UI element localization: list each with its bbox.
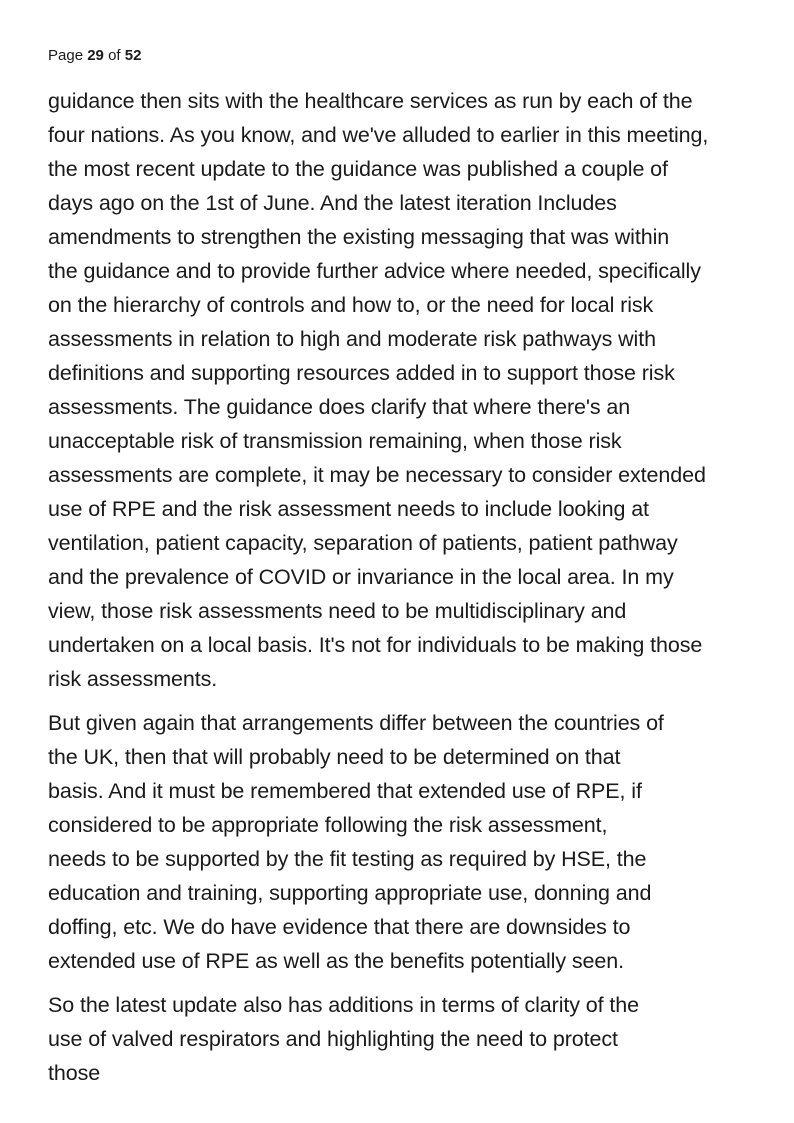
text-line: days ago on the 1st of June. And the latest iteration Includes: [48, 191, 617, 215]
paragraph-2: [48, 706, 794, 978]
text-line: definitions and supporting resources added in to support those risk: [48, 361, 675, 385]
text-line: assessments. The guidance does clarify that where there's an: [48, 395, 631, 419]
text-line: risk assessments.: [48, 667, 218, 691]
text-line: four nations. As you know, and we've alluded to earlier in this meeting,: [48, 123, 709, 147]
text-line: assessments in relation to high and moderate risk pathways with: [48, 327, 656, 351]
text-line: needs to be supported by the fit testing as required by HSE, the: [48, 847, 647, 871]
text-line: the UK, then that will probably need to be determined on that: [48, 745, 621, 769]
text-line: education and training, supporting appropriate use, donning and: [48, 881, 652, 905]
text-line: the guidance and to provide further advice where needed, specifically: [48, 259, 701, 283]
text-line: guidance then sits with the healthcare services as run by each of the: [48, 89, 693, 113]
text-line: view, those risk assessments need to be multidisciplinary and: [48, 599, 627, 623]
text-line: considered to be appropriate following the risk assessment,: [48, 813, 608, 837]
page-of-label: of: [108, 47, 121, 64]
paragraph-3: [48, 988, 794, 1090]
total-page-count: 52: [124, 47, 142, 64]
text-line: use of RPE and the risk assessment needs to include looking at: [48, 497, 649, 521]
text-line: assessments are complete, it may be necessary to consider extended: [48, 463, 706, 487]
text-line: unacceptable risk of transmission remaining, when those risk: [48, 429, 622, 453]
text-line: undertaken on a local basis. It's not for individuals to be making those: [48, 633, 703, 657]
text-line: use of valved respirators and highlighting the need to protect: [48, 1027, 618, 1051]
text-line: basis. And it must be remembered that extended use of RPE, if: [48, 779, 642, 803]
text-line: But given again that arrangements differ between the countries of: [48, 711, 664, 735]
text-line: ventilation, patient capacity, separation of patients, patient pathway: [48, 531, 678, 555]
text-line: So the latest update also has additions in terms of clarity of the: [48, 993, 639, 1017]
text-line: those: [48, 1061, 101, 1085]
page-indicator: [48, 46, 141, 66]
text-line: amendments to strengthen the existing messaging that was within: [48, 225, 670, 249]
text-line: on the hierarchy of controls and how to, or the need for local risk: [48, 293, 654, 317]
text-line: the most recent update to the guidance was published a couple of: [48, 157, 668, 181]
paragraph-1: [48, 84, 794, 696]
transcript-body: [48, 84, 794, 1100]
current-page-number: 29: [87, 47, 104, 64]
text-line: and the prevalence of COVID or invariance in the local area. In my: [48, 565, 674, 589]
page-label: Page: [48, 47, 84, 64]
text-line: extended use of RPE as well as the benefits potentially seen.: [48, 949, 624, 973]
text-line: doffing, etc. We do have evidence that there are downsides to: [48, 915, 631, 939]
